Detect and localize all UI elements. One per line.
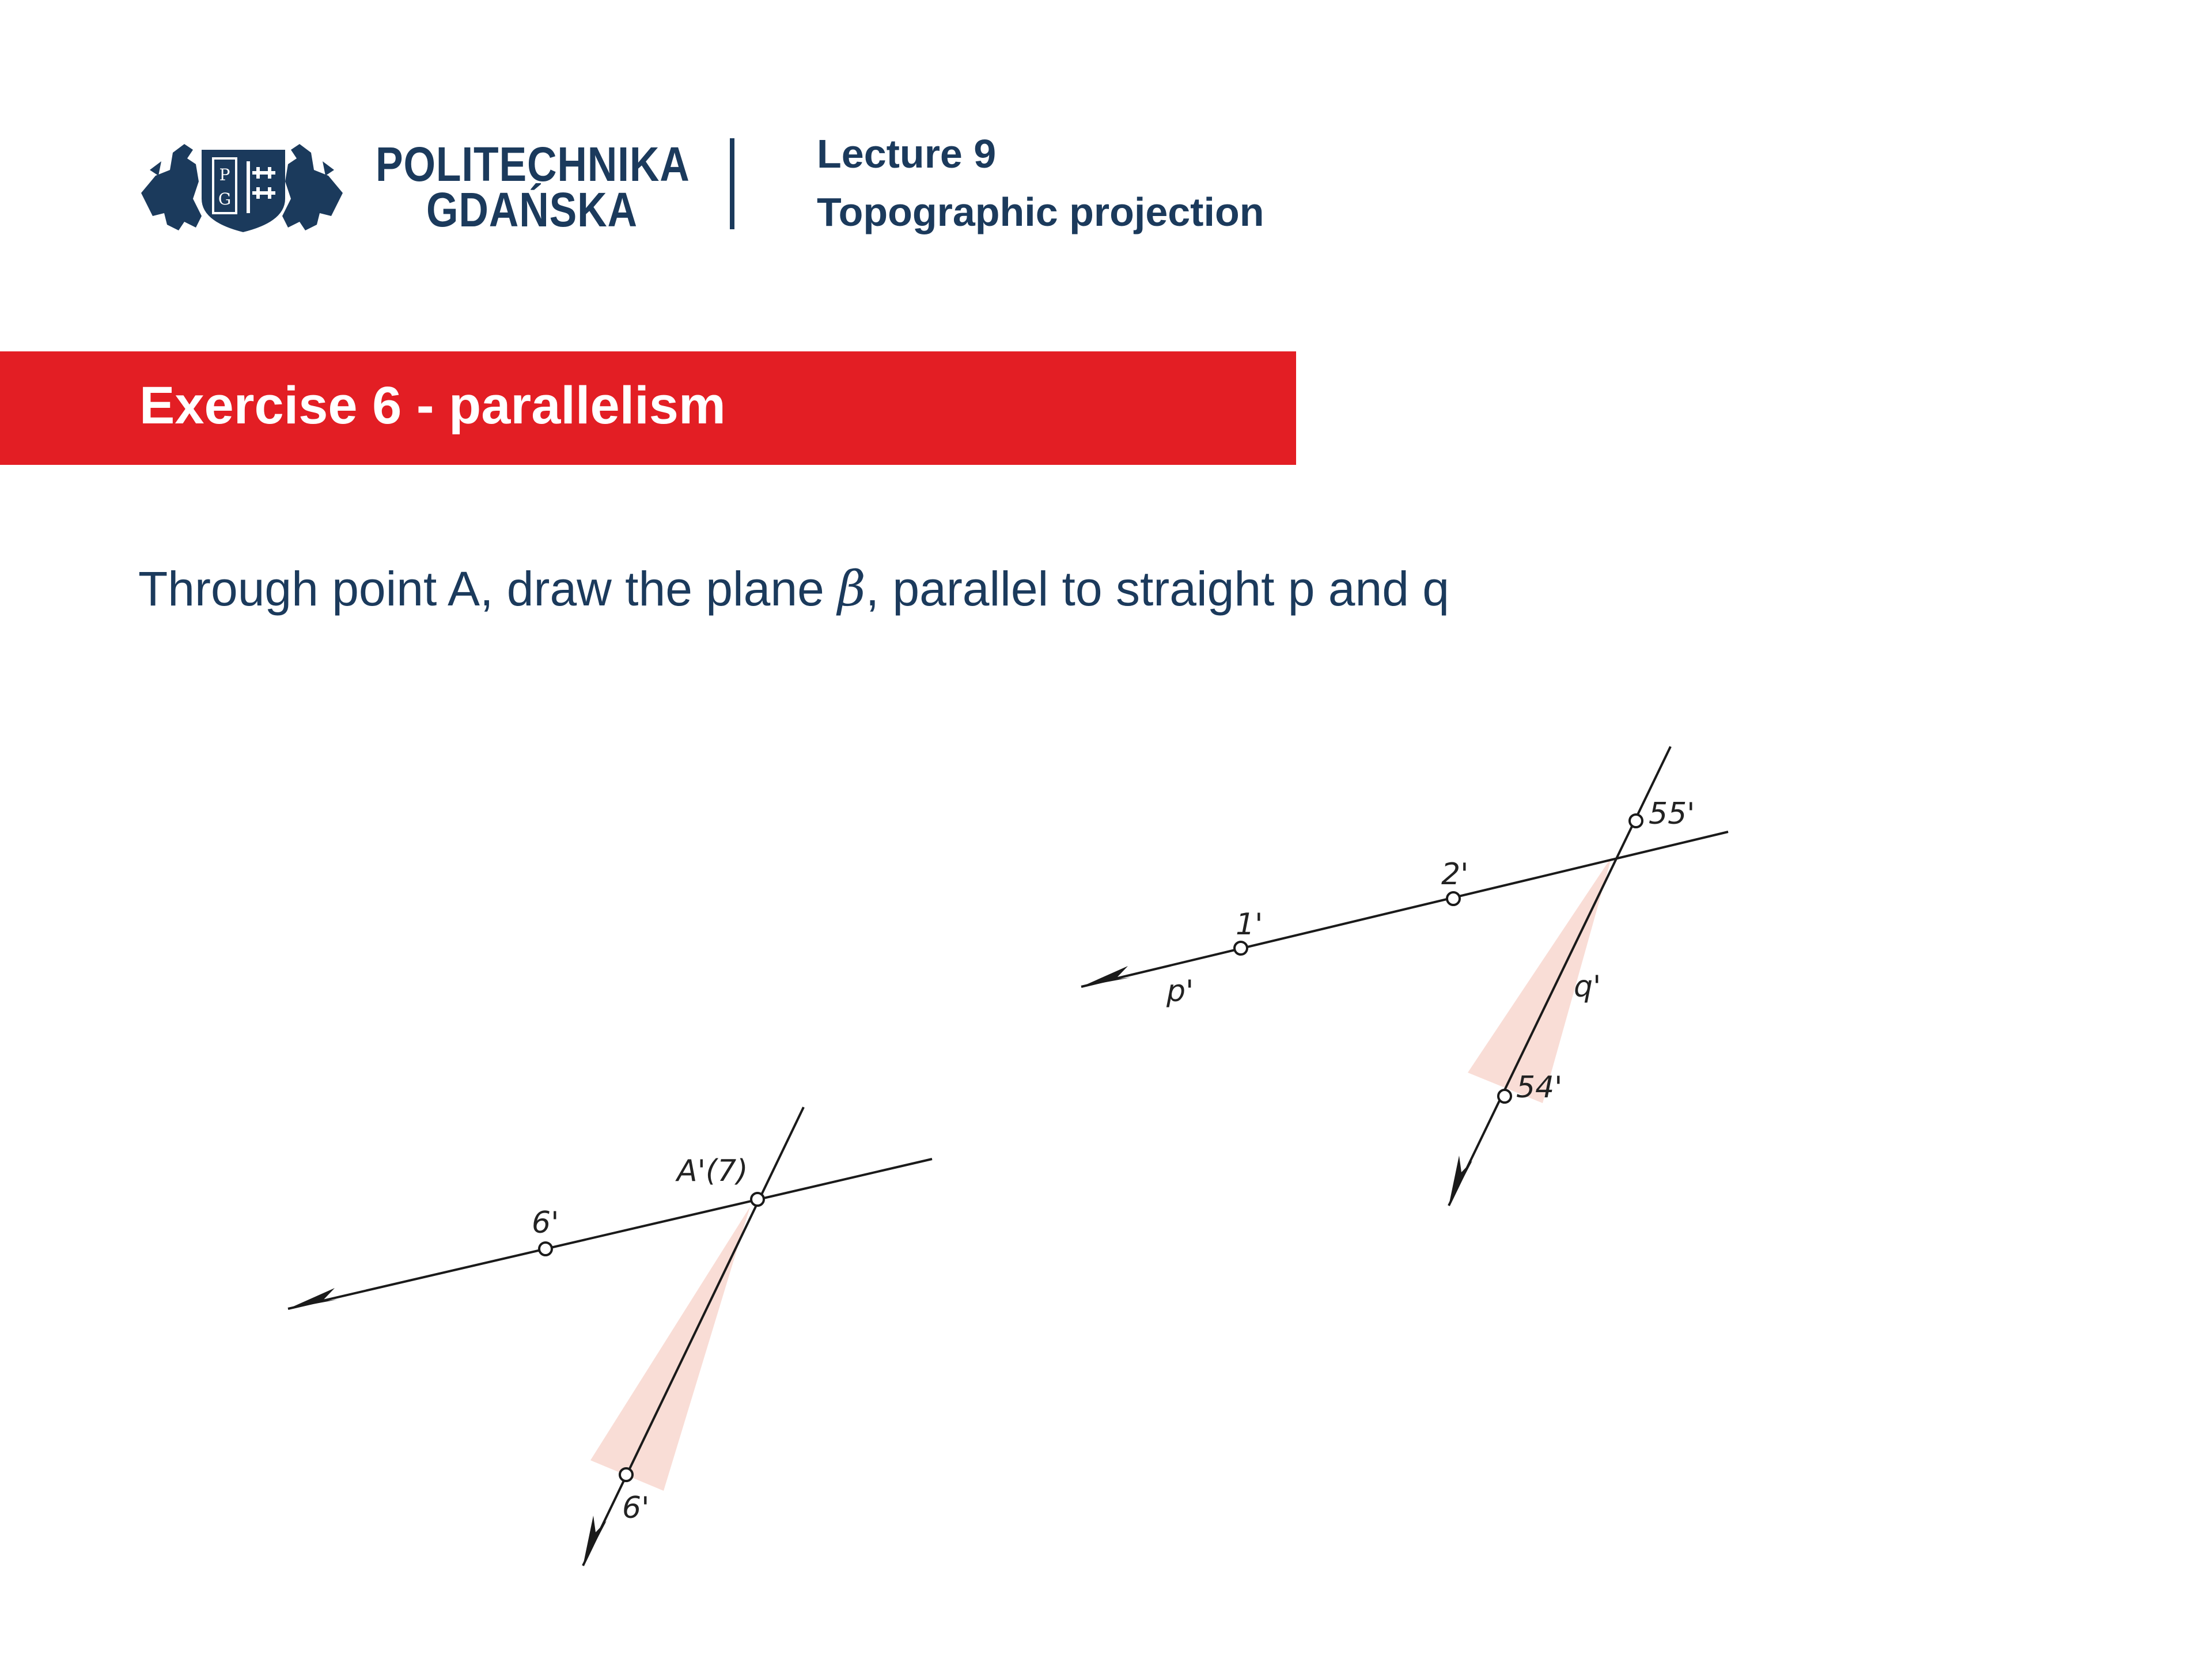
a-horizontal-line [288, 1159, 932, 1309]
label-55: 55' [1649, 797, 1695, 831]
label-q: q' [1574, 969, 1601, 1004]
label-54: 54' [1516, 1070, 1563, 1105]
label-p: p' [1166, 974, 1194, 1009]
beta-symbol: β [838, 560, 866, 617]
label-a7: A'(7) [677, 1154, 748, 1188]
point-6-horizontal [539, 1243, 552, 1255]
point-54 [1498, 1090, 1511, 1103]
label-6-horizontal: 6' [532, 1206, 559, 1240]
exercise-title: Exercise 6 - parallelism [139, 376, 726, 435]
point-a [751, 1193, 764, 1206]
label-2: 2' [1441, 857, 1469, 892]
point-6-steep [620, 1468, 632, 1481]
point-2 [1447, 892, 1460, 905]
crest-letter-g: G [218, 190, 232, 209]
logo-text-politechnika: POLITECHNIKA [376, 137, 690, 191]
lecture-number: Lecture 9 [817, 131, 997, 176]
lecture-title: Topographic projection [817, 190, 1264, 234]
crest-letter-p: P [219, 165, 230, 184]
p-line [1081, 832, 1728, 987]
point-55 [1630, 815, 1642, 827]
task-text-after: , parallel to straight p and q [865, 562, 1450, 616]
logo-text-gdanska: GDAŃSKA [426, 183, 638, 237]
label-1: 1' [1236, 907, 1263, 942]
label-6-steep: 6' [622, 1491, 650, 1525]
a-cone-shading [590, 1207, 750, 1491]
point-1 [1234, 942, 1247, 955]
task-text-before: Through point A, draw the plane [138, 562, 838, 616]
